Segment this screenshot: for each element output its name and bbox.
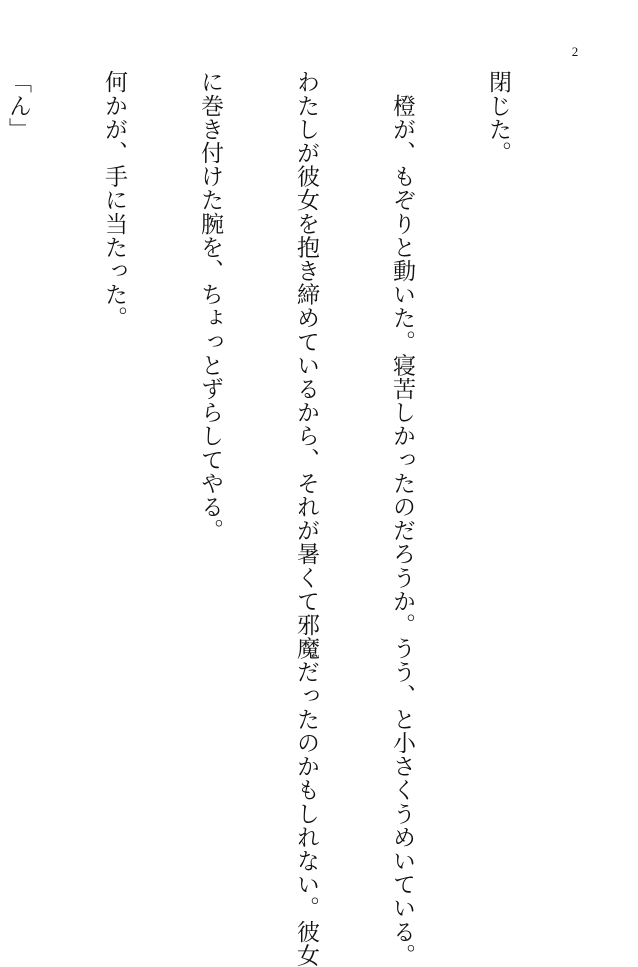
text-line: に巻き付けた腕を、ちょっとずらしてやる。 [197, 70, 223, 542]
page-number: 2 [571, 44, 579, 59]
text-line: 橙が、もぞりと動いた。寝苦しかったのだろうか。うう、と小さくうめいている。 [389, 70, 415, 967]
text-line: 何かが、手に当たった。 [101, 70, 127, 330]
vertical-text-body [5, 70, 578, 967]
text-line: 閉じた。 [485, 70, 511, 165]
text-line: 「ん」 [5, 70, 31, 141]
text-line: わたしが彼女を抱き締めているから、それが暑くて邪魔だったのかもしれない。彼女 [293, 70, 319, 967]
